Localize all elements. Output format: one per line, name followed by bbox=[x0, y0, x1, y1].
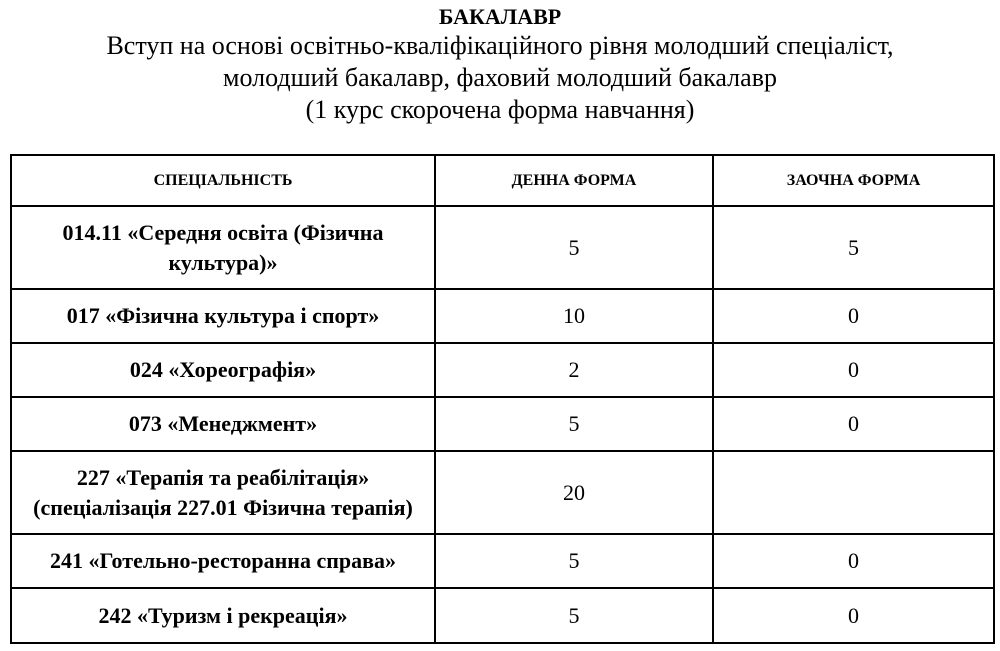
extramural-value bbox=[713, 451, 994, 534]
table-row bbox=[11, 343, 994, 397]
column-header-specialty: СПЕЦІАЛЬНІСТЬ bbox=[11, 155, 435, 206]
specialty-cell bbox=[11, 588, 435, 643]
specialty-name-continued: (спеціалізація 227.01 Фізична терапія) bbox=[33, 494, 413, 520]
specialty-name-continued: культура)» bbox=[168, 249, 278, 275]
table-row bbox=[11, 451, 994, 534]
table-row bbox=[11, 534, 994, 588]
column-header-full-time: ДЕННА ФОРМА bbox=[435, 155, 713, 206]
extramural-value: 0 bbox=[713, 397, 994, 451]
full-time-value: 20 bbox=[435, 451, 713, 534]
table-header-row bbox=[11, 155, 994, 206]
extramural-value: 0 bbox=[713, 588, 994, 643]
specialty-name: 017 «Фізична культура і спорт» bbox=[66, 303, 380, 328]
table-row bbox=[11, 588, 994, 643]
table-row bbox=[11, 206, 994, 289]
extramural-value: 0 bbox=[713, 289, 994, 343]
specialty-name: 073 «Менеджмент» bbox=[128, 411, 318, 436]
specialty-name: 241 «Готельно-ресторанна справа» bbox=[49, 548, 397, 573]
full-time-value: 5 bbox=[435, 534, 713, 588]
subtitle-line-1: Вступ на основі освітньо-кваліфікаційного рівня молодший спеціаліст, bbox=[106, 31, 894, 60]
extramural-value: 0 bbox=[713, 534, 994, 588]
full-time-value: 5 bbox=[435, 588, 713, 643]
specialty-name: 242 «Туризм і рекреація» bbox=[98, 602, 348, 628]
extramural-value: 5 bbox=[713, 206, 994, 289]
specialty-cell bbox=[11, 397, 435, 451]
specialty-cell bbox=[11, 534, 435, 588]
full-time-value: 5 bbox=[435, 206, 713, 289]
column-header-extramural: ЗАОЧНА ФОРМА bbox=[713, 155, 994, 206]
table-row bbox=[11, 397, 994, 451]
full-time-value: 10 bbox=[435, 289, 713, 343]
specialty-cell bbox=[11, 206, 435, 289]
specialty-cell bbox=[11, 343, 435, 397]
table-row bbox=[11, 289, 994, 343]
document-title: БАКАЛАВР bbox=[438, 4, 562, 29]
specialty-cell bbox=[11, 451, 435, 534]
specialty-name: 024 «Хореографія» bbox=[129, 357, 317, 382]
subtitle-line-2: молодший бакалавр, фаховий молодший бакалавр bbox=[223, 63, 777, 92]
specialty-name: 227 «Терапія та реабілітація» bbox=[76, 464, 370, 490]
admission-quota-table bbox=[10, 154, 995, 644]
document-header bbox=[0, 4, 1000, 126]
specialty-name: 014.11 «Середня освіта (Фізична bbox=[62, 219, 384, 245]
full-time-value: 5 bbox=[435, 397, 713, 451]
extramural-value: 0 bbox=[713, 343, 994, 397]
specialty-cell bbox=[11, 289, 435, 343]
full-time-value: 2 bbox=[435, 343, 713, 397]
subtitle-line-3: (1 курс скорочена форма навчання) bbox=[305, 95, 695, 124]
